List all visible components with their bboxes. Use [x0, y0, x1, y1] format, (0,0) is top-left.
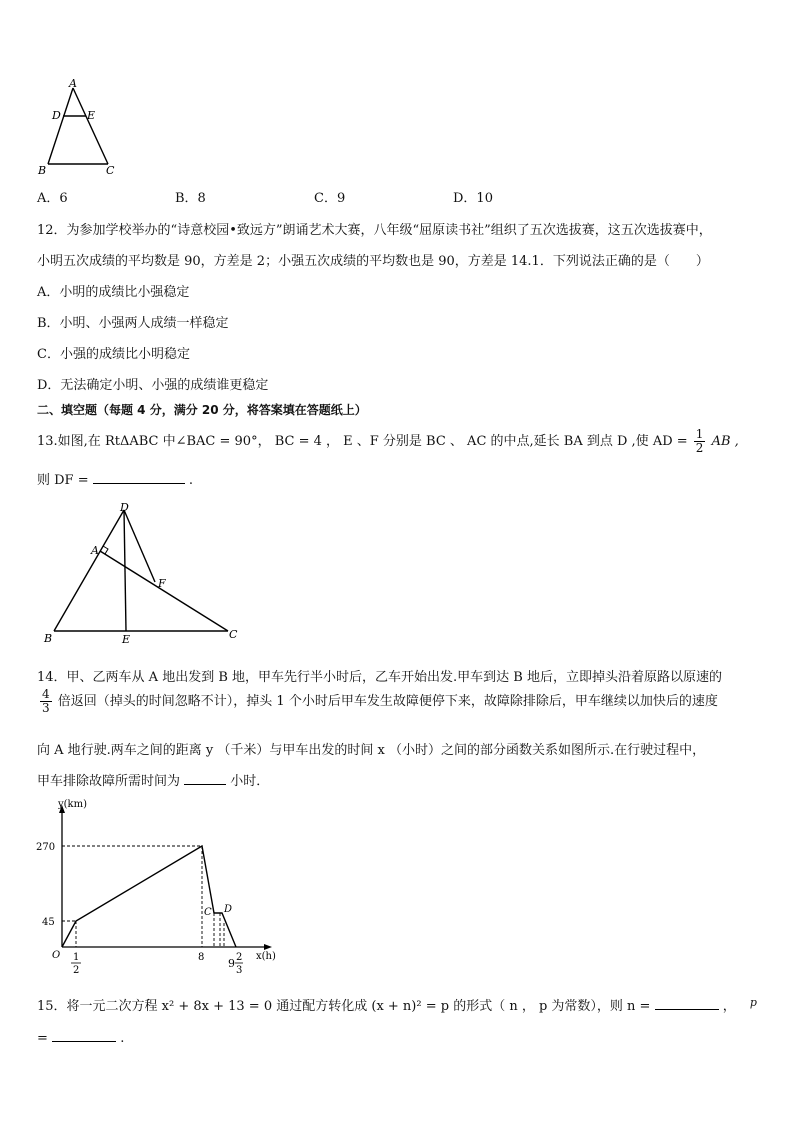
q14-y-tick-45: 45 [42, 917, 55, 928]
q14-stem-line1: 14．甲、乙两车从 A 地出发到 B 地，甲车先行半小时后，乙车开始出发.甲车到达 B 地后，立即掉头沿着原路以原速的 [37, 670, 722, 685]
q11-label-e: E [87, 109, 96, 122]
q11-option-a: A．6 [37, 191, 68, 206]
q12-option-c: C．小强的成绩比小明稳定 [37, 347, 190, 362]
q15-answer-prefix-p: = [37, 1031, 48, 1046]
q13-label-f: F [158, 577, 166, 590]
q12-stem-line1: 12．为参加学校举办的“诗意校园•致远方”朗诵艺术大赛，八年级“屈原读书社”组织了五次选拔赛，这五次选拔赛中， [37, 223, 712, 238]
q12-stem-line2: 小明五次成绩的平均数是 90，方差是 2；小强五次成绩的平均数也是 90，方差是 14.1．下列说法正确的是（ ） [37, 254, 709, 269]
q11-option-c: C．9 [314, 191, 346, 206]
q12-option-d: D．无法确定小明、小强的成绩谁更稳定 [37, 378, 269, 393]
q14-fraction-four-thirds [40, 688, 52, 715]
q14-graph-curve [62, 846, 236, 947]
q14-frac-den: 3 [42, 701, 50, 715]
q15-answer-blank-n[interactable] [655, 1009, 719, 1010]
q11-side-ab [48, 88, 73, 164]
q14-y-tick-270: 270 [36, 842, 56, 853]
q14-function-graph [36, 795, 296, 980]
q14-frac-num: 4 [42, 687, 50, 701]
q13-label-e: E [122, 633, 131, 645]
q13-frac-den: 2 [695, 441, 704, 455]
q13-stem-tail: AB , [711, 434, 739, 449]
q13-answer-prefix: 则 DF = [37, 473, 89, 488]
q14-x-tick-half-den: 2 [73, 965, 80, 976]
q15-answer-suffix: . [120, 1031, 125, 1046]
q15-answer-blank-p[interactable] [52, 1041, 116, 1042]
q13-label-d: D [120, 501, 129, 514]
q15-stem-line2 [37, 1031, 124, 1046]
q13-answer-blank[interactable] [93, 483, 185, 484]
q14-answer-prefix: 甲车排除故障所需时间为 [37, 774, 181, 789]
q14-stem-line2 [40, 688, 718, 715]
q12-option-b: B．小明、小强两人成绩一样稳定 [37, 316, 229, 331]
q13-stem-line1 [37, 428, 739, 455]
q11-triangle-figure [36, 78, 128, 178]
q15-stem-text: 15．将一元二次方程 x² + 8x + 13 = 0 通过配方转化成 (x + n)² = p 的形式（ n ， p 为常数），则 n = [37, 999, 651, 1014]
q14-x-tick-last-num: 2 [236, 952, 243, 963]
q14-answer-blank[interactable] [184, 784, 226, 785]
q13-stem-text: 13.如图,在 RtΔABC 中∠BAC = 90°， BC = 4 ， E 、F 分别是 BC 、 AC 的中点,延长 BA 到点 D ,使 AD = [37, 434, 688, 449]
q14-stem-line4 [37, 770, 269, 789]
q14-x-axis-arrow [264, 944, 272, 950]
q13-label-b: B [44, 632, 53, 645]
q14-y-axis-label: y(km) [58, 799, 87, 810]
q13-label-a: A [91, 544, 99, 557]
q15-stem-comma: ， [722, 999, 736, 1014]
q14-stem-line3: 向 A 地行驶.两车之间的距离 y （千米）与甲车出发的时间 x （小时）之间的部分函数关系如图所示.在行驶过程中， [37, 743, 706, 758]
q12-option-a: A．小明的成绩比小强稳定 [37, 285, 190, 300]
q13-line-ac [100, 551, 228, 631]
q13-line-db [54, 510, 124, 631]
q15-stem-line1 [37, 995, 757, 1014]
q13-answer-suffix: . [188, 473, 194, 488]
q14-answer-suffix: 小时． [230, 774, 270, 789]
q11-option-d: D．10 [453, 191, 493, 206]
q13-label-c: C [229, 628, 238, 641]
q15-p-label: p [749, 996, 757, 1009]
q14-stem-line2-text: 倍返回（掉头的时间忽略不计），掉头 1 个小时后甲车发生故障便停下来，故障除排除后，甲车继续以加快后的速度 [57, 694, 718, 709]
q11-option-b: B．8 [175, 191, 206, 206]
q13-stem-line2 [37, 469, 193, 488]
q13-frac-num: 1 [695, 427, 704, 441]
q11-label-a: A [69, 78, 77, 90]
q11-side-ac [73, 88, 108, 164]
q14-x-tick-last-den: 3 [236, 965, 243, 976]
q11-label-d: D [52, 109, 61, 122]
q13-fraction-half [694, 428, 706, 455]
q11-label-b: B [38, 164, 47, 177]
q13-line-df [124, 510, 155, 582]
q14-point-d-label: D [224, 904, 233, 915]
q14-origin-label: O [52, 950, 61, 961]
section-heading-fill-in: 二、填空题（每题 4 分，满分 20 分，将答案填在答题纸上） [37, 403, 367, 417]
q14-x-axis-label: x(h) [256, 951, 276, 962]
q13-line-de [124, 510, 126, 631]
q14-point-c-label: C [204, 907, 212, 918]
q14-x-tick-8: 8 [198, 952, 205, 963]
q11-label-c: C [106, 164, 115, 177]
q14-x-tick-half-num: 1 [73, 952, 80, 963]
q13-triangle-figure [40, 500, 250, 645]
q14-x-tick-last-whole: 9 [228, 957, 235, 970]
